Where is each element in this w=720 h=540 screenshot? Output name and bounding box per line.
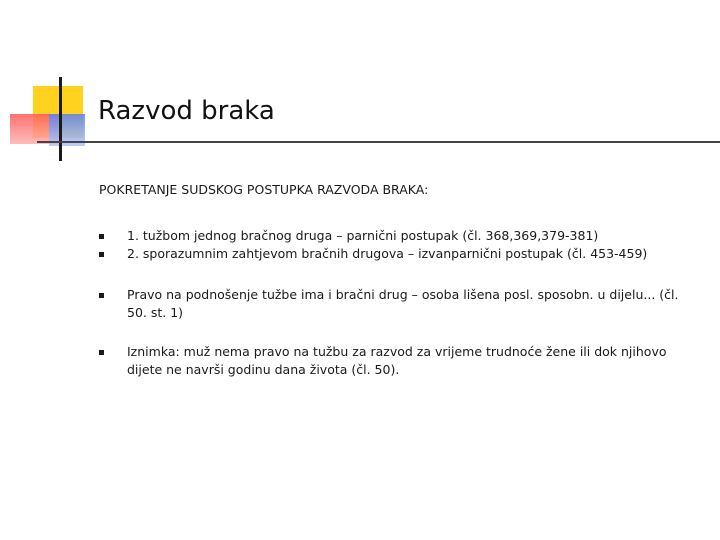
list-item-text: 2. sporazumnim zahtjevom bračnih drugova – izvanparnični postupak (čl. 453-459) — [127, 246, 648, 261]
title-underline — [37, 141, 720, 143]
list-item — [99, 286, 699, 322]
list-item-text: Pravo na podnošenje tužbe ima i bračni drug – osoba lišena posl. sposobn. u dijelu... (čl. 50. st. 1) — [127, 287, 679, 320]
bullet-square-icon — [99, 293, 104, 298]
list-item-text: 1. tužbom jednog bračnog druga – parnični postupak (čl. 368,369,379-381) — [127, 228, 599, 243]
slide-heading: POKRETANJE SUDSKOG POSTUPKA RAZVODA BRAKA: — [99, 182, 429, 197]
list-item — [99, 245, 699, 263]
list-item-text: Iznimka: muž nema pravo na tužbu za razvod za vrijeme trudnoće žene ili dok njihovo dijete ne navrši godinu dana života (čl. 50). — [127, 344, 667, 377]
bullet-square-icon — [99, 350, 104, 355]
slide-title: Razvod braka — [98, 96, 275, 126]
list-item — [99, 343, 699, 379]
bullet-square-icon — [99, 234, 104, 239]
bullet-square-icon — [99, 252, 104, 257]
list-item — [99, 227, 699, 245]
decor-vertical-line — [59, 77, 62, 161]
